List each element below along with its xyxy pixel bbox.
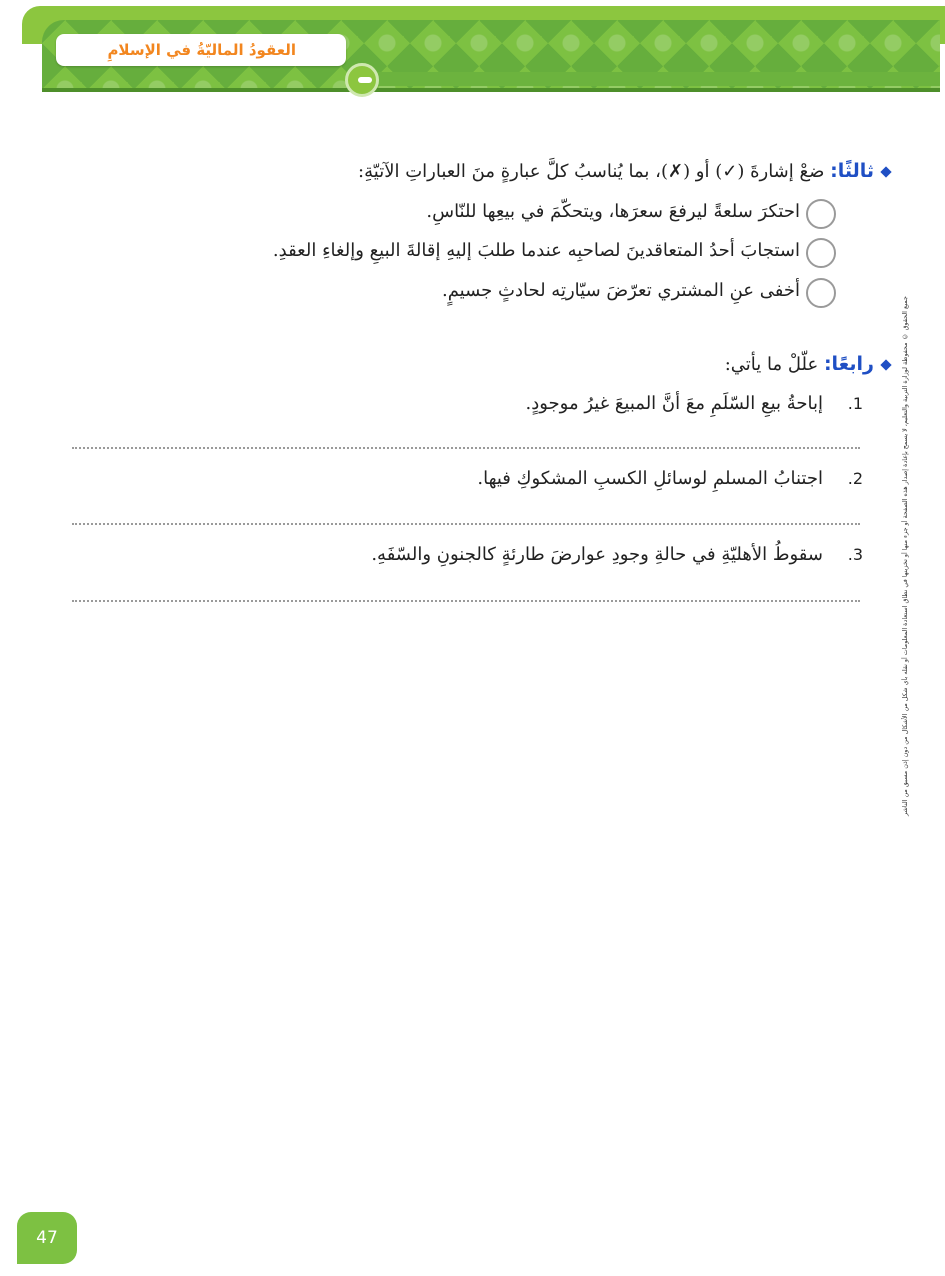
reason-item-3 [371,544,863,565]
header-strip [348,72,940,86]
answer-line-3[interactable] [72,600,860,602]
chapter-title-box [56,34,346,66]
reason-text: اجتنابُ المسلمِ لوسائلِ الكسبِ المشكوكِ فيها. [477,468,823,489]
section4-instruction: علّلْ ما يأتي: [724,354,819,375]
section3-label: ثالثًا: [830,160,874,182]
section3-heading [358,160,890,182]
answer-circle-1[interactable] [806,199,836,229]
statement-2: استجابَ أحدُ المتعاقدينَ لصاحبِه عندما طلبَ إليهِ إقالةَ البيعِ وإلغاءِ العقدِ. [272,240,800,261]
copyright-notice: جميع الحقوق © محفوظة لوزارة التربية والتعليم، لا يسمح بإعادة إصدار هذه الصفحة أو جزء منها أو تخزينها في نطاق استعادة المعلومات أو نقله بأي شكل من الأشكال من دون إذن مسبق من الناشر [901,296,909,816]
reason-item-1 [526,393,863,414]
diamond-bullet-icon [880,166,891,177]
statement-3: أخفى عنِ المشتري تعرّضَ سيّارتِه لحادثٍ جسيمٍ. [441,280,800,301]
item-number: 1. [847,394,863,413]
item-number: 2. [847,469,863,488]
section4-label: رابعًا: [823,353,874,375]
answer-circle-2[interactable] [806,238,836,268]
answer-circle-3[interactable] [806,278,836,308]
reason-text: إباحةُ بيعِ السّلَمِ معَ أنَّ المبيعَ غيرُ موجودٍ. [525,393,823,414]
chapter-title: العقودُ الماليّةُ في الإسلامِ [107,41,296,59]
section3-instruction: ضعْ إشارةَ (✓) أو (✗)، بما يُناسبُ كلَّ عبارةٍ منَ العباراتِ الآتيّةِ: [358,161,825,182]
answer-line-2[interactable] [72,523,860,525]
item-number: 3. [847,545,863,564]
page-number: 47 [17,1212,77,1264]
statement-1: احتكرَ سلعةً ليرفعَ سعرَها، ويتحكّمَ في بيعِها للنّاسِ. [426,201,800,222]
section4-heading [725,353,890,375]
answer-line-1[interactable] [72,447,860,449]
reason-text: سقوطُ الأهليّةِ في حالةِ وجودِ عوارضَ طارئةٍ كالجنونِ والسّفَهِ. [371,544,823,565]
reason-item-2 [477,468,863,489]
circle-ornament-icon [345,63,379,97]
diamond-bullet-icon [880,359,891,370]
